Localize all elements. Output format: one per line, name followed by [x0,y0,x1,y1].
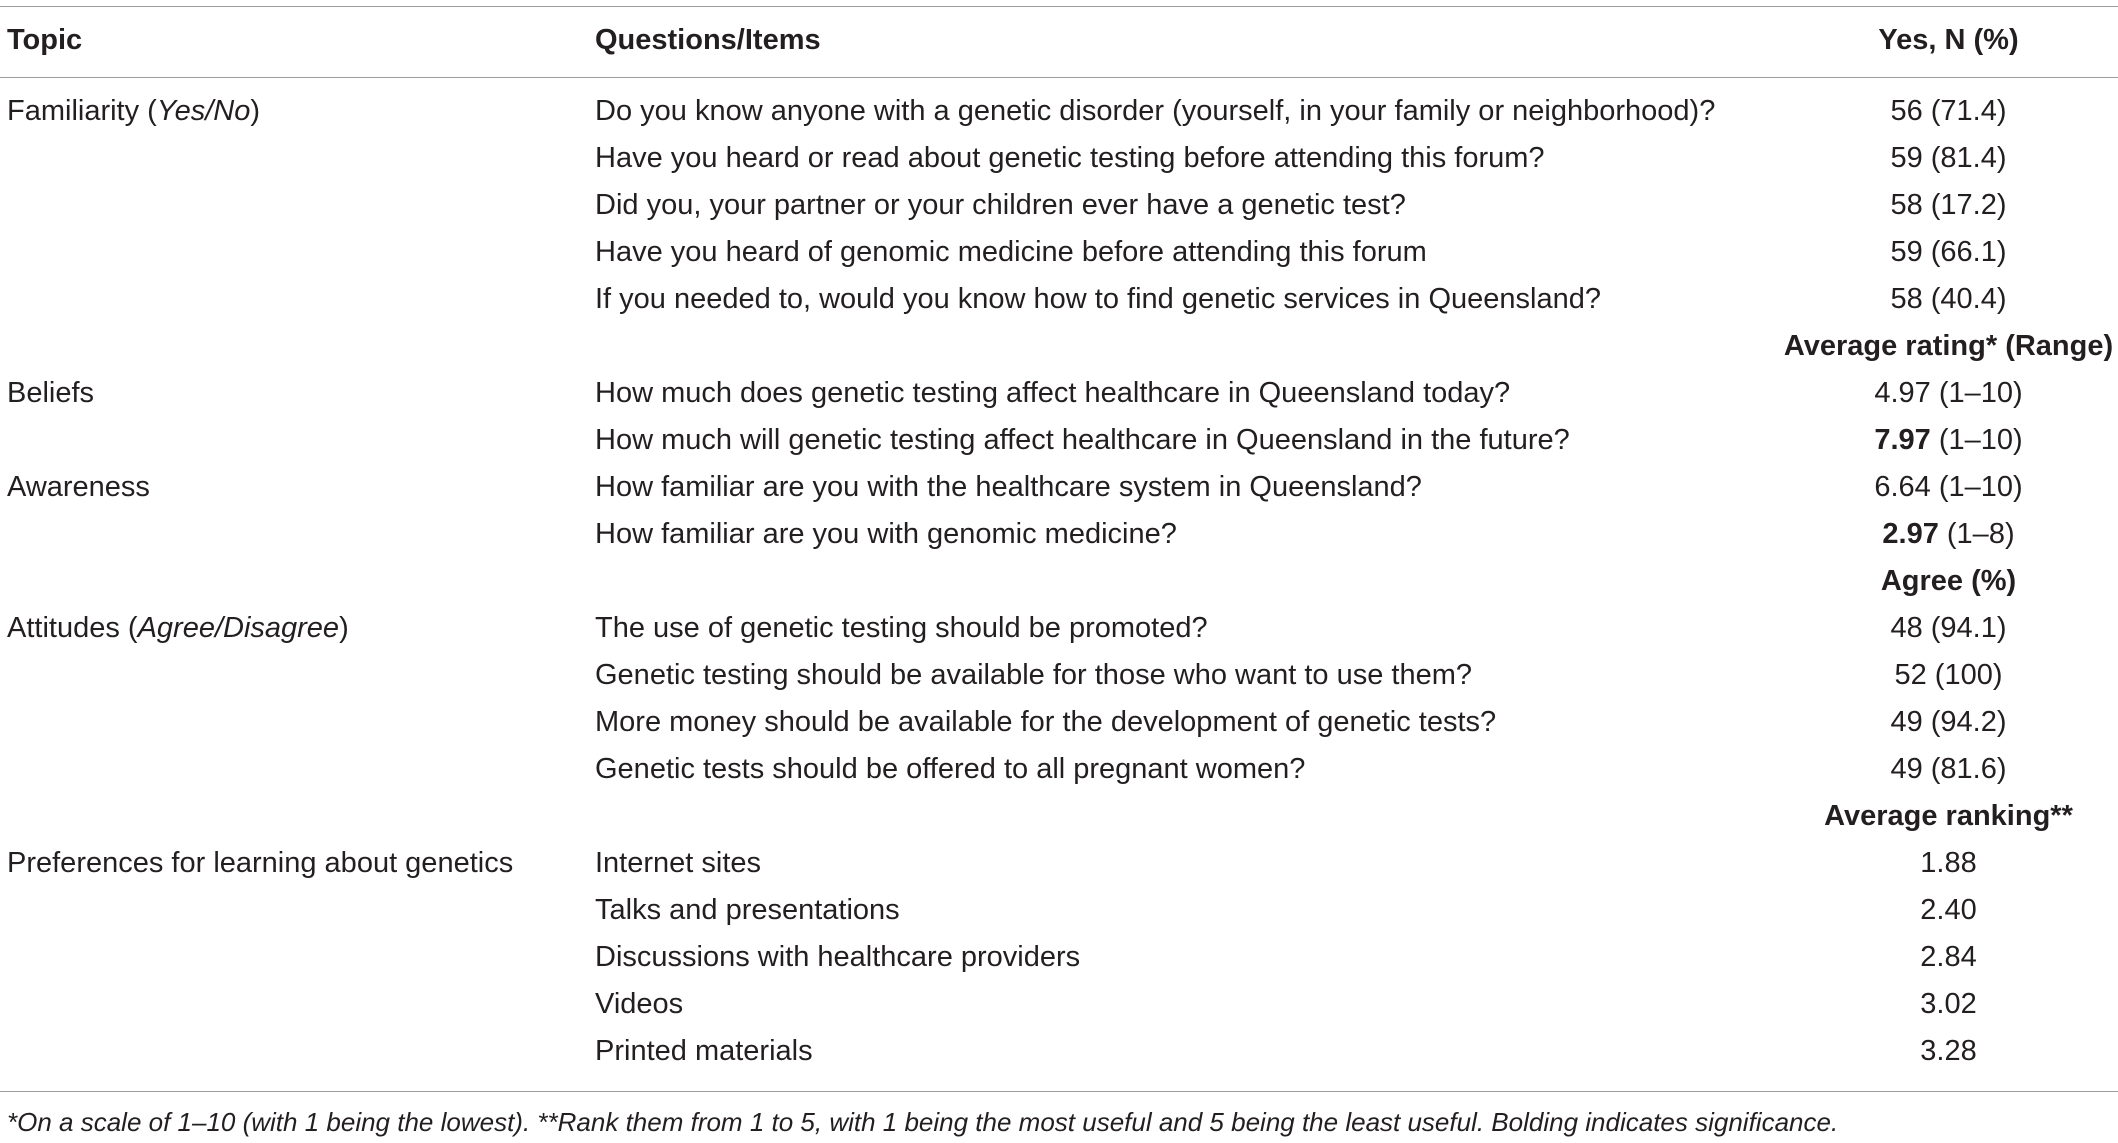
table-row [0,699,2118,746]
table-row [0,135,2118,182]
question-cell: How much will genetic testing affect healthcare in Queensland in the future? [595,424,1570,456]
question-cell: Discussions with healthcare providers [595,941,1081,973]
question-cell: Genetic testing should be available for those who want to use them? [595,659,1472,691]
table-row [0,511,2118,558]
table-row [0,276,2118,323]
subheader-row-agree [0,558,2118,605]
question-cell: The use of genetic testing should be promoted? [595,612,1208,644]
table-row [0,934,2118,981]
table-row [0,1028,2118,1075]
question-cell: Printed materials [595,1035,813,1067]
value-cell: 4.97 (1–10) [1874,377,2023,409]
value-cell: 49 (94.2) [1890,706,2007,738]
subheader-agree: Agree (%) [1880,565,2017,597]
value-cell: 3.28 [1920,1035,1977,1067]
question-cell: If you needed to, would you know how to find genetic services in Queensland? [595,283,1601,315]
value-cell: 56 (71.4) [1890,95,2007,127]
question-cell: Internet sites [595,847,762,879]
topic-awareness: Awareness [7,471,150,503]
question-cell: Videos [595,988,684,1020]
value-cell: 2.97 (1–8) [1882,518,2015,550]
value-cell: 2.84 [1920,941,1977,973]
table-bottom-rule [0,1091,2118,1092]
table-row [0,887,2118,934]
header-topic: Topic [7,24,83,56]
value-cell: 1.88 [1920,847,1977,879]
topic-attitudes: Attitudes (Agree/Disagree) [7,612,349,644]
question-cell: How familiar are you with the healthcare system in Queensland? [595,471,1422,503]
subheader-rating: Average rating* (Range) [1783,330,2114,362]
subheader-row-ranking [0,793,2118,840]
header-questions: Questions/Items [595,24,821,56]
table-row [0,370,2118,417]
question-cell: How familiar are you with genomic medicine? [595,518,1177,550]
value-cell: 52 (100) [1894,659,2003,691]
table-row [0,88,2118,135]
table-header-row [0,17,2118,64]
table-row [0,840,2118,887]
value-cell: 3.02 [1920,988,1977,1020]
value-cell: 49 (81.6) [1890,753,2007,785]
value-cell: 2.40 [1920,894,1977,926]
value-cell: 48 (94.1) [1890,612,2007,644]
topic-preferences: Preferences for learning about genetics [7,847,514,879]
table-top-rule [0,6,2118,7]
value-cell: 58 (17.2) [1890,189,2007,221]
question-cell: How much does genetic testing affect healthcare in Queensland today? [595,377,1511,409]
value-cell: 6.64 (1–10) [1874,471,2023,503]
table-row [0,464,2118,511]
question-cell: Have you heard of genomic medicine before attending this forum [595,236,1427,268]
question-cell: Have you heard or read about genetic testing before attending this forum? [595,142,1545,174]
question-cell: Do you know anyone with a genetic disorder (yourself, in your family or neighborhood)? [595,95,1716,127]
value-cell: 59 (66.1) [1890,236,2007,268]
header-rule [0,77,2118,78]
table-row [0,605,2118,652]
subheader-row-rating [0,323,2118,370]
table-footnote: *On a scale of 1–10 (with 1 being the lowest). **Rank them from 1 to 5, with 1 being the most useful and 5 being the least useful. Bolding indicates significance. [7,1107,1839,1137]
table-row [0,182,2118,229]
table-row [0,981,2118,1028]
topic-familiarity: Familiarity (Yes/No) [7,95,261,127]
topic-beliefs: Beliefs [7,377,95,409]
table-row [0,229,2118,276]
table-row [0,746,2118,793]
question-cell: Genetic tests should be offered to all pregnant women? [595,753,1306,785]
value-cell: 58 (40.4) [1890,283,2007,315]
header-value: Yes, N (%) [1878,24,2019,56]
question-cell: Did you, your partner or your children ever have a genetic test? [595,189,1406,221]
question-cell: More money should be available for the development of genetic tests? [595,706,1497,738]
table-row [0,652,2118,699]
table-row [0,417,2118,464]
value-cell: 59 (81.4) [1890,142,2007,174]
subheader-ranking: Average ranking** [1824,800,2073,832]
value-cell: 7.97 (1–10) [1874,424,2023,456]
question-cell: Talks and presentations [595,894,900,926]
